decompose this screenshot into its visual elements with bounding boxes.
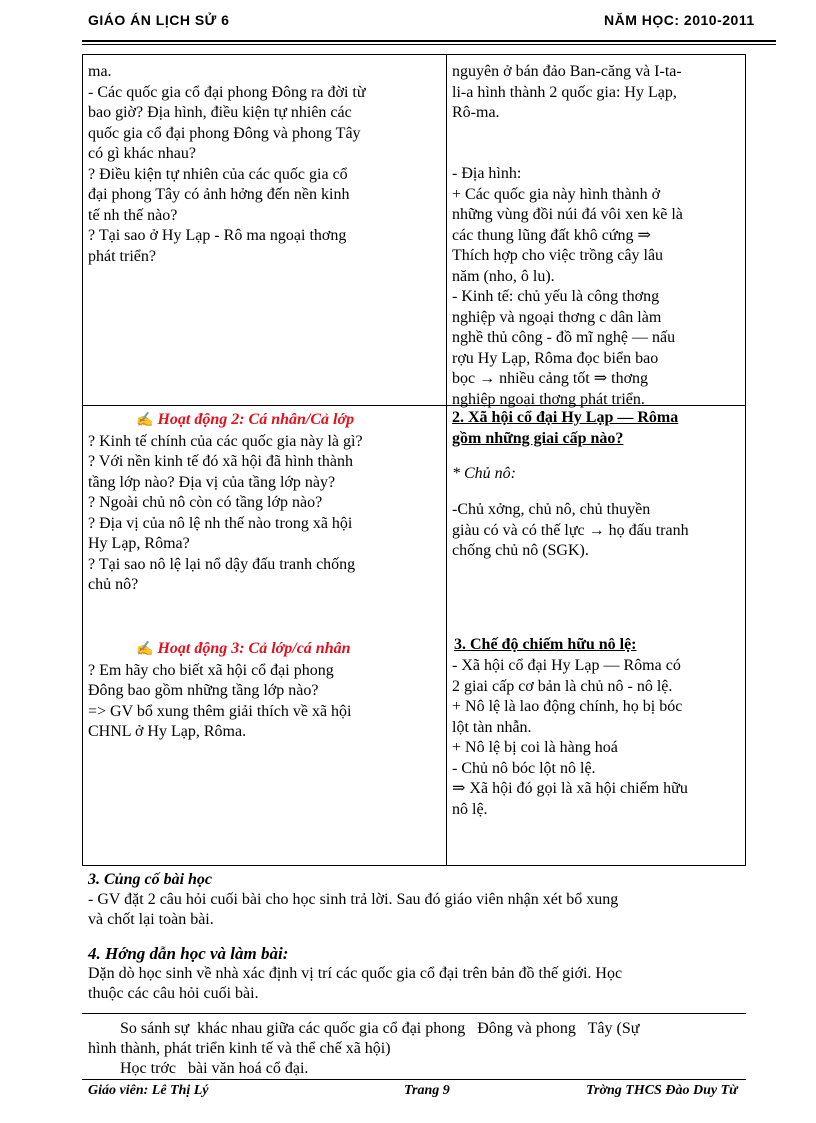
text-line: ? Điều kiện tự nhiên của các quốc gia cổ bbox=[88, 165, 348, 183]
text-line: nguyên ở bán đảo Ban-căng và I-ta- bbox=[452, 63, 682, 80]
footer-rule bbox=[82, 1079, 746, 1080]
text-line: Rô-ma. bbox=[452, 104, 500, 121]
section2-title-line: 2. Xã hội cổ đại Hy Lạp — Rôma bbox=[452, 409, 679, 426]
section3-title: 3. Chế độ chiếm hữu nô lệ: bbox=[454, 636, 637, 653]
text-line: ? Tại sao ở Hy Lạp - Rô ma ngoại thơng bbox=[88, 227, 347, 244]
text-line: ? Kinh tế chính của các quốc gia này là gì? bbox=[88, 432, 363, 450]
text-line: CHNL ở Hy Lạp, Rôma. bbox=[88, 723, 247, 740]
text-line: có gì khác nhau? bbox=[88, 145, 196, 162]
text-line: => GV bổ xung thêm giải thích về xã hội bbox=[88, 702, 352, 720]
text-line: năm (nho, ô lu). bbox=[452, 267, 555, 285]
text-line: + Các quốc gia này hình thành ở bbox=[452, 185, 661, 203]
chu-no-label: * Chủ nô: bbox=[452, 465, 516, 482]
section2-title-line: gồm những giai cấp nào? bbox=[452, 429, 624, 447]
text-line: - Xã hội cổ đại Hy Lạp — Rôma có bbox=[452, 657, 681, 674]
text-line: nô lệ. bbox=[452, 800, 488, 818]
text-line: + Nô lệ bị coi là hàng hoá bbox=[452, 739, 618, 756]
right-row2-heading bbox=[452, 408, 678, 449]
text-line: lột tàn nhẫn. bbox=[452, 718, 532, 736]
text-line: - Kinh tế: chủ yếu là công thơng bbox=[452, 288, 660, 305]
text-line: - Địa hình: bbox=[452, 165, 522, 182]
text-line: bọc → nhiều cảng tốt ⇒ thơng bbox=[452, 370, 649, 387]
text-line: bao giờ? Địa hình, điều kiện tự nhiên các bbox=[88, 104, 352, 121]
text-line: chủ nô? bbox=[88, 576, 139, 593]
text-line: rợu Hy Lạp, Rôma đọc biển bao bbox=[452, 349, 659, 367]
right-row1-text-b bbox=[452, 164, 683, 410]
text-line: thuộc các câu hỏi cuối bài. bbox=[88, 985, 259, 1002]
pen-icon: ✍ bbox=[136, 642, 154, 657]
text-line: - Các quốc gia cổ đại phong Đông ra đời từ bbox=[88, 83, 366, 101]
text-line: Dặn dò học sinh về nhà xác định vị trí các quốc gia cổ đại trên bản đồ thế giới. Học bbox=[88, 965, 623, 982]
activity3-title: Hoạt động 3: Cả lớp/cá nhân bbox=[157, 640, 351, 657]
text-line: chống chủ nô (SGK). bbox=[452, 542, 589, 559]
notes bbox=[88, 1019, 639, 1079]
text-line: ma. bbox=[88, 63, 112, 80]
header-rule-thin bbox=[82, 44, 776, 45]
text-line: phát triển? bbox=[88, 247, 156, 265]
table-column-divider bbox=[446, 54, 447, 866]
text-line: tế nh thế nào? bbox=[88, 206, 178, 224]
header-left: GIÁO ÁN LỊCH SỬ 6 bbox=[88, 12, 230, 28]
text-line: Đông bao gồm những tầng lớp nào? bbox=[88, 682, 319, 699]
header-rule bbox=[82, 40, 776, 42]
text-line: + Nô lệ là lao động chính, họ bị bóc bbox=[452, 698, 683, 715]
text-line: nghề thủ công - đồ mĩ nghệ — nấu bbox=[452, 329, 676, 346]
text-line: li-a hình thành 2 quốc gia: Hy Lạp, bbox=[452, 83, 677, 101]
text-line: quốc gia cổ đại phong Đông và phong Tây bbox=[88, 124, 361, 142]
header-right: NĂM HỌC: 2010-2011 bbox=[604, 12, 755, 28]
activity3-heading bbox=[88, 639, 352, 661]
right-row2-text bbox=[452, 500, 689, 562]
activity2-title: Hoạt động 2: Cá nhân/Cả lớp bbox=[157, 411, 355, 428]
text-line: hình thành, phát triển kinh tế và thể chế xã hội) bbox=[88, 1040, 391, 1057]
text-line: tầng lớp nào? Địa vị của tầng lớp này? bbox=[88, 473, 336, 491]
notes-top-rule bbox=[82, 1013, 746, 1014]
text-line: So sánh sự khác nhau giữa các quốc gia cổ đại phong Đông và phong Tây (Sự bbox=[88, 1020, 640, 1037]
footer-page: Trang 9 bbox=[404, 1083, 450, 1098]
text-line: nghiệp ngoại thơng phát triển. bbox=[452, 390, 645, 408]
text-line: những vùng đồi núi đá vôi xen kẽ là bbox=[452, 206, 683, 223]
section-cung-co bbox=[88, 870, 618, 930]
text-line: ? Em hãy cho biết xã hội cổ đại phong bbox=[88, 661, 334, 679]
text-line: và chốt lại toàn bài. bbox=[88, 911, 214, 928]
text-line: - Chủ nô bóc lột nô lệ. bbox=[452, 759, 596, 777]
text-line: ? Ngoài chủ nô còn có tầng lớp nào? bbox=[88, 494, 323, 511]
pen-icon: ✍ bbox=[136, 413, 154, 428]
text-line: 2 giai cấp cơ bản là chủ nô - nô lệ. bbox=[452, 677, 673, 695]
text-line: các thung lũng đất khô cứng ⇒ bbox=[452, 226, 651, 244]
footer-school: Trờng THCS Đào Duy Từ bbox=[586, 1083, 738, 1098]
text-line: ⇒ Xã hội đó gọi là xã hội chiếm hữu bbox=[452, 780, 688, 797]
text-line: Hy Lạp, Rôma? bbox=[88, 535, 190, 552]
section-huong-dan bbox=[88, 944, 622, 1004]
text-line: -Chủ xởng, chủ nô, chủ thuyền bbox=[452, 501, 651, 518]
right-row1-text-a bbox=[452, 62, 682, 124]
text-line: Thích hợp cho việc trồng cây lâu bbox=[452, 247, 664, 264]
right-row2-text-b bbox=[452, 656, 688, 820]
section-title: 3. Củng cố bài học bbox=[88, 871, 213, 888]
activity2-heading bbox=[88, 410, 363, 432]
text-line: ? Tại sao nô lệ lại nổ dậy đấu tranh chống bbox=[88, 555, 356, 573]
text-line: giàu có và có thế lực → họ đấu tranh bbox=[452, 521, 689, 539]
left-row2-text-b bbox=[88, 639, 352, 743]
text-line: Học trớc bài văn hoá cổ đại. bbox=[88, 1060, 309, 1077]
left-row1-text bbox=[88, 62, 366, 267]
text-line: ? Với nền kinh tế đó xã hội đã hình thành bbox=[88, 453, 354, 470]
footer-teacher: Giáo viên: Lê Thị Lý bbox=[88, 1083, 209, 1098]
left-row2-text bbox=[88, 410, 363, 596]
text-line: - GV đặt 2 câu hỏi cuối bài cho học sinh trả lời. Sau đó giáo viên nhận xét bổ xung bbox=[88, 891, 619, 908]
text-line: ? Địa vị của nô lệ nh thế nào trong xã hội bbox=[88, 514, 353, 532]
text-line: nghiệp và ngoại thơng c dân làm bbox=[452, 308, 662, 326]
section-title: 4. Hớng dẫn học và làm bài: bbox=[88, 944, 289, 963]
text-line: đại phong Tây có ảnh hởng đến nền kinh bbox=[88, 186, 350, 203]
